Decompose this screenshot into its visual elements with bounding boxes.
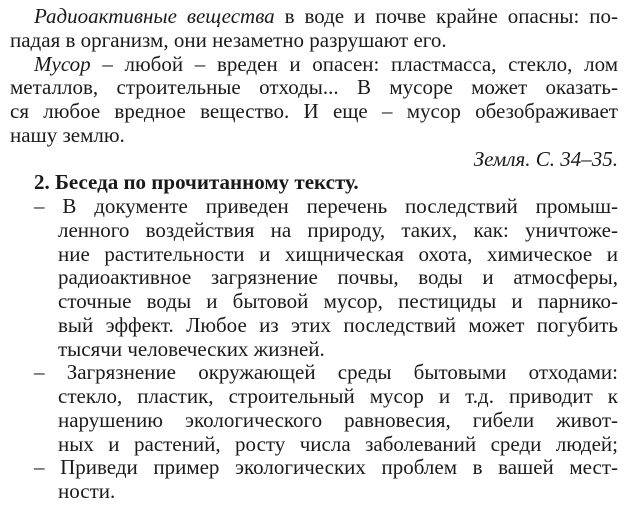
paragraph2-line2: металлов, строительные отходы... В мусоре может оказать- [10,75,618,99]
paragraph2-line1-text: – любой – вреден и опасен: пластмасса, стекло, лом [90,52,618,76]
list-item-line: нарушению экологического равновесия, гибели живот- [58,408,618,432]
section-heading: 2. Беседа по прочитанному тексту. [34,170,359,194]
list-item-line: – Приведи пример экологических проблем в вашей мест- [34,455,618,479]
paragraph2-line4: нашу землю. [10,123,125,147]
paragraph2-line3: ся любое вредное вещество. И еще – мусор обезображивает [10,99,618,123]
paragraph1-line1-text: в воде и почве крайне опасны: по- [274,4,618,28]
list-item-line: – В документе приведен перечень последствий промыш- [34,194,618,218]
list-item-line: сточные воды и бытовой мусор, пестициды и парнико- [58,289,618,313]
term-garbage: Мусор [34,52,91,76]
list-item-line: радиоактивное загрязнение почвы, воды и атмосферы, [58,265,618,289]
list-item-line: тысячи человеческих жизней. [58,337,325,361]
list-item-line: – Загрязнение окружающей среды бытовыми отходами: [34,360,618,384]
list-item-line: ленного воздействия на природу, таких, как: уничтоже- [58,218,618,242]
source-citation: Земля. С. 34–35. [473,147,618,171]
list-item-line: ности. [58,479,116,503]
list-item-line: ние растительности и хищническая охота, химическое и [58,242,618,266]
list-item-line: вый эффект. Любое из этих последствий может погубить [58,313,618,337]
list-item-line: ных и растений, росту числа заболеваний среди людей; [58,432,618,456]
paragraph2-line1 [34,52,618,76]
list-item-line: стекло, пластик, строительный мусор и т.д. приводит к [58,384,618,408]
term-radioactive: Радиоактивные вещества [34,4,275,28]
paragraph1-line1 [34,4,618,28]
paragraph1-line2: падая в организм, они незаметно разрушают его. [10,28,447,52]
